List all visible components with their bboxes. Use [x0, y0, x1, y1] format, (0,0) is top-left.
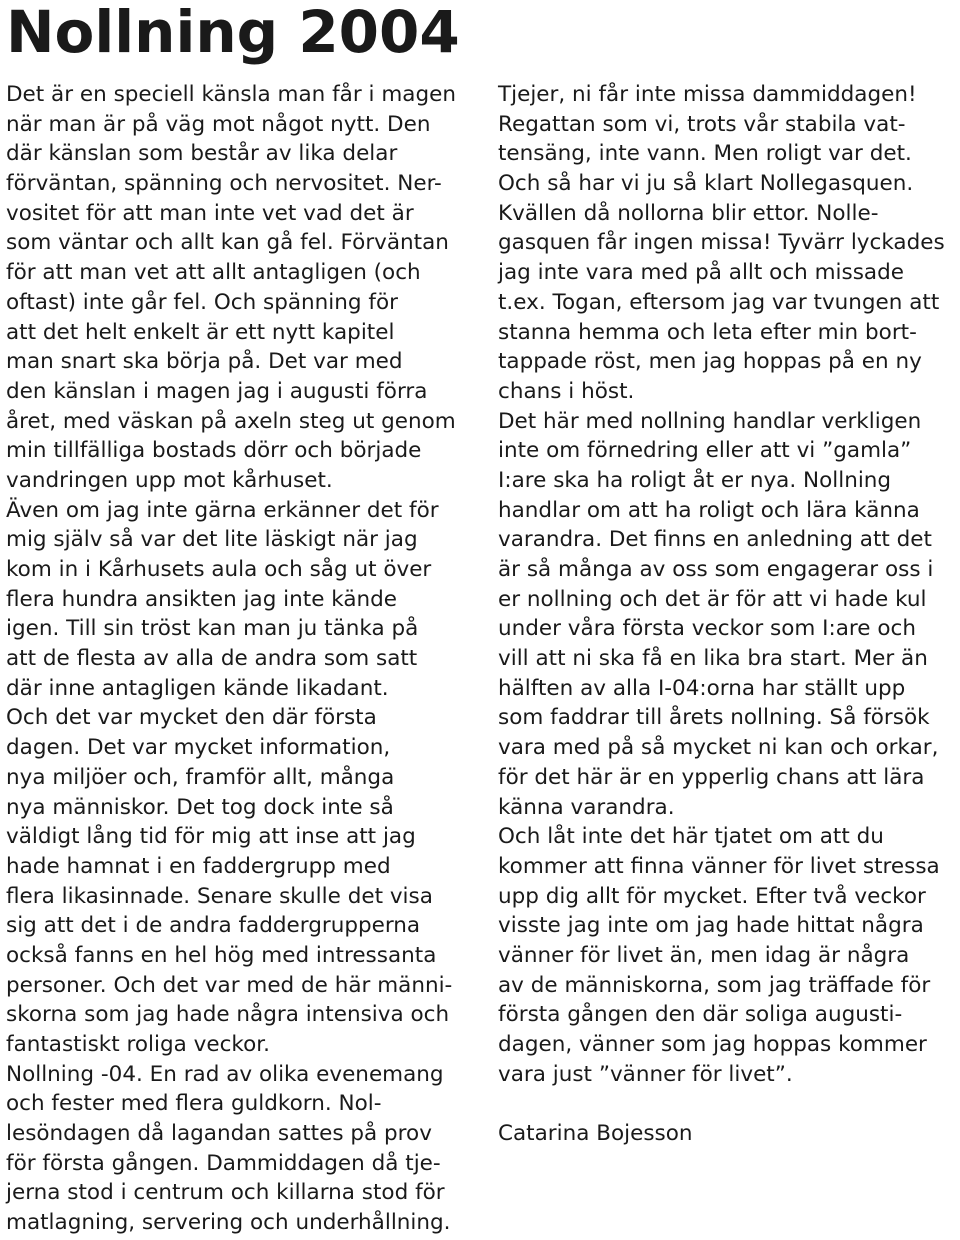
right-column-line: under våra första veckor som I:are och [498, 616, 916, 642]
left-column-line: som väntar och allt kan gå fel. Förväntan [6, 230, 449, 256]
right-column-line: känna varandra. [498, 794, 675, 820]
left-text-column [6, 80, 476, 1238]
left-column-line: förväntan, spänning och nervositet. Ner- [6, 171, 442, 197]
right-column-line: dagen, vänner som jag hoppas kommer [498, 1032, 927, 1057]
right-column-line: tappade röst, men jag hoppas på en ny [498, 349, 922, 375]
left-column-line: man snart ska börja på. Det var med [6, 349, 403, 375]
right-column-line: som faddrar till årets nollning. Så försök [498, 705, 930, 731]
right-column-line: Catarina Bojesson [498, 1121, 693, 1147]
left-column-line: året, med väskan på axeln steg ut genom [6, 408, 456, 434]
right-column-line: Regattan som vi, trots vår stabila vat- [498, 111, 906, 137]
left-column-line: där känslan som består av lika delar [6, 141, 398, 167]
right-column-line: är så många av oss som engagerar oss i [498, 557, 934, 582]
right-column-line: kommer att finna vänner för livet stressa [498, 853, 940, 879]
left-column-line: när man är på väg mot något nytt. Den [6, 111, 431, 137]
right-column-line: tensäng, inte vann. Men roligt var det. [498, 141, 912, 167]
left-column-line: den känslan i magen jag i augusti förra [6, 378, 428, 404]
right-column-line: Och låt inte det här tjatet om att du [498, 824, 884, 850]
right-column-line [498, 1089, 958, 1119]
right-column-line: stanna hemma och leta efter min bort- [498, 319, 917, 345]
left-column-line: för att man vet att allt antagligen (och [6, 260, 421, 286]
left-column-line: Nollning -04. En rad av olika evenemang [6, 1061, 444, 1087]
left-column-line: väldigt lång tid för mig att inse att jag [6, 824, 416, 850]
left-column-line: Även om jag inte gärna erkänner det för [6, 497, 439, 523]
left-column-line: kom in i Kårhusets aula och såg ut över [6, 557, 432, 582]
left-column-line: fantastiskt roliga veckor. [6, 1032, 270, 1057]
right-column-line: I:are ska ha roligt åt er nya. Nollning [498, 467, 892, 493]
right-column-line: gasquen får ingen missa! Tyvärr lyckades [498, 230, 945, 256]
article-title: Nollning 2004 [6, 0, 460, 66]
left-column-line: skorna som jag hade några intensiva och [6, 1002, 450, 1028]
right-column-line: Kvällen då nollorna blir ettor. Nolle- [498, 200, 879, 226]
left-column-line: lesöndagen då lagandan sattes på prov [6, 1121, 432, 1147]
left-column-line: nya miljöer och, framför allt, många [6, 764, 395, 790]
left-column-line: flera hundra ansikten jag inte kände [6, 586, 398, 612]
right-column-line: Tjejer, ni får inte missa dammiddagen! [498, 82, 917, 107]
left-column-line: oftast) inte går fel. Och spänning för [6, 289, 398, 315]
left-column-line: och fester med flera guldkorn. Nol- [6, 1091, 382, 1117]
left-column-line: att de flesta av alla de andra som satt [6, 646, 418, 672]
left-column-line: för första gången. Dammiddagen då tje- [6, 1150, 441, 1176]
left-column-line: där inne antagligen kände likadant. [6, 675, 389, 701]
left-column-line: min tillfälliga bostads dörr och började [6, 438, 422, 464]
right-text-column [498, 80, 958, 1149]
right-column-line: Det här med nollning handlar verkligen [498, 408, 922, 434]
left-column-line: igen. Till sin tröst kan man ju tänka på [6, 616, 419, 642]
left-column-line: flera likasinnade. Senare skulle det visa [6, 883, 433, 909]
right-column-line: varandra. Det finns en anledning att det [498, 527, 932, 553]
right-column-line: t.ex. Togan, eftersom jag var tvungen att [498, 289, 940, 315]
left-column-line: Det är en speciell känsla man får i magen [6, 82, 456, 107]
right-column-line: vara just ”vänner för livet”. [498, 1061, 793, 1087]
left-column-line: personer. Och det var med de här männi- [6, 972, 453, 998]
right-column-line: första gången den där soliga augusti- [498, 1002, 903, 1028]
right-column-line: vill att ni ska få en lika bra start. Mer än [498, 646, 928, 672]
right-column-line: inte om förnedring eller att vi ”gamla” [498, 438, 912, 464]
left-column-line: dagen. Det var mycket information, [6, 735, 391, 761]
left-column-line: också fanns en hel hög med intressanta [6, 942, 437, 968]
left-column-line: Och det var mycket den där första [6, 705, 377, 731]
left-column-line: matlagning, servering och underhållning. [6, 1210, 451, 1236]
right-column-line: visste jag inte om jag hade hittat några [498, 913, 924, 939]
right-column-line: handlar om att ha roligt och lära känna [498, 497, 920, 523]
left-column-line: jerna stod i centrum och killarna stod för [6, 1180, 445, 1206]
right-column-line: vänner för livet än, men idag är några [498, 942, 910, 968]
right-column-line: för det här är en ypperlig chans att lära [498, 764, 925, 790]
right-column-line: Och så har vi ju så klart Nollegasquen. [498, 171, 914, 197]
left-column-line: vositet för att man inte vet vad det är [6, 200, 414, 226]
left-column-line: vandringen upp mot kårhuset. [6, 467, 333, 493]
right-column-line: er nollning och det är för att vi hade kul [498, 586, 927, 612]
left-column-line: hade hamnat i en faddergrupp med [6, 853, 391, 879]
right-column-line: jag inte vara med på allt och missade [498, 260, 904, 286]
left-column-line: att det helt enkelt är ett nytt kapitel [6, 319, 395, 345]
right-column-line: vara med på så mycket ni kan och orkar, [498, 735, 939, 761]
right-column-line: av de människorna, som jag träffade för [498, 972, 931, 998]
left-column-line: mig själv så var det lite läskigt när jag [6, 527, 418, 553]
right-column-line: upp dig allt för mycket. Efter två veckor [498, 883, 926, 909]
right-column-line: hälften av alla I-04:orna har ställt upp [498, 675, 906, 701]
left-column-line: nya människor. Det tog dock inte så [6, 794, 394, 820]
left-column-line: sig att det i de andra faddergrupperna [6, 913, 421, 939]
right-column-line: chans i höst. [498, 378, 635, 404]
